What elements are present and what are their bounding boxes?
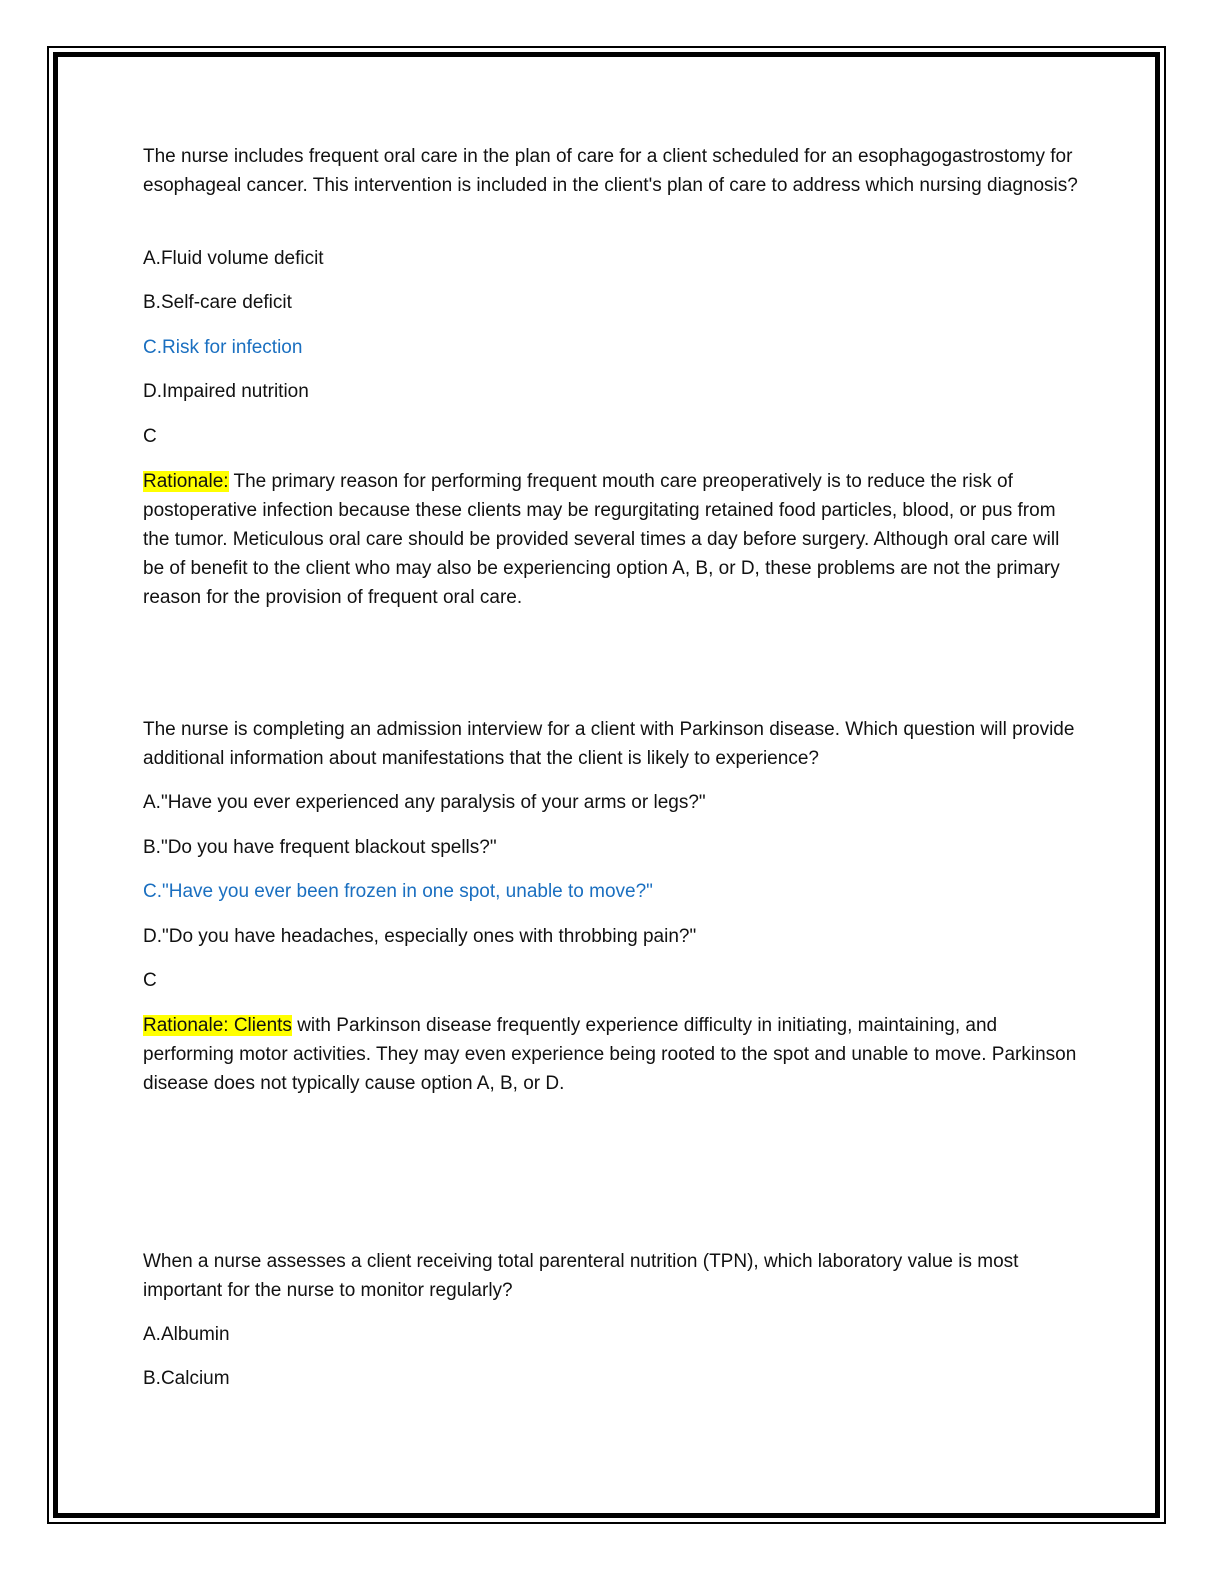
- question-3-option-b: B.Calcium: [143, 1368, 230, 1389]
- rationale-text: with Parkinson disease frequently experience difficulty in initiating, maintaining, and performing motor activities. They may even experience being rooted to the spot and unable to move. Parkinson disease does not typically cause option A, B, or D.: [143, 1015, 1077, 1094]
- question-2-answer: C: [143, 970, 157, 991]
- question-1-stem: The nurse includes frequent oral care in the plan of care for a client scheduled for an esophagogastrostomy for esophageal cancer. This intervention is included in the client's plan of care to address which nursing diagnosis?: [143, 146, 1078, 196]
- rationale-label: Rationale: Clients: [143, 1015, 292, 1036]
- question-2-stem: The nurse is completing an admission interview for a client with Parkinson disease. Which question will provide additional information about manifestations that the client is likely to experience?: [143, 719, 1075, 769]
- question-2-option-a: A."Have you ever experienced any paralysis of your arms or legs?": [143, 792, 706, 813]
- question-2-rationale: [143, 1011, 1083, 1098]
- question-1-option-d: D.Impaired nutrition: [143, 381, 309, 402]
- question-2-option-b: B."Do you have frequent blackout spells?": [143, 837, 497, 858]
- question-1-rationale: [143, 467, 1083, 612]
- question-2-option-d: D."Do you have headaches, especially ones with throbbing pain?": [143, 926, 697, 947]
- question-1-option-a: A.Fluid volume deficit: [143, 248, 324, 269]
- rationale-label: Rationale:: [143, 471, 229, 492]
- question-1-answer: C: [143, 426, 157, 447]
- question-1-option-c-correct: C.Risk for infection: [143, 337, 303, 358]
- question-3-stem: When a nurse assesses a client receiving total parenteral nutrition (TPN), which laboratory value is most important for the nurse to monitor regularly?: [143, 1251, 1019, 1301]
- question-2-option-c-correct: C."Have you ever been frozen in one spot, unable to move?": [143, 881, 653, 902]
- question-1-option-b: B.Self-care deficit: [143, 292, 292, 313]
- rationale-text: The primary reason for performing frequent mouth care preoperatively is to reduce the risk of postoperative infection because these clients may be regurgitating retained food particles, blood, or pus from the tumor. Meticulous oral care should be provided several times a day before surgery. Although oral care will be of benefit to the client who may also be experiencing option A, B, or D, these problems are not the primary reason for the provision of frequent oral care.: [143, 471, 1060, 608]
- question-3-option-a: A.Albumin: [143, 1324, 230, 1345]
